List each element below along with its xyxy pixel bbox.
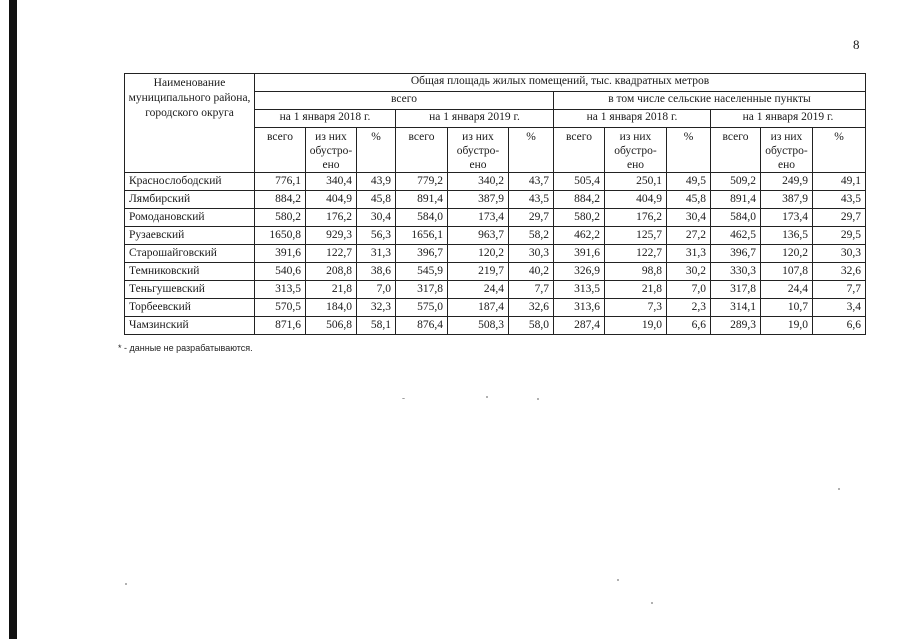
table-cell: 32,6	[813, 263, 866, 281]
col-header-total: всего	[396, 128, 448, 173]
table-cell: 30,4	[357, 209, 396, 227]
footnote: * - данные не разрабатываются.	[118, 343, 253, 353]
period-header-total-2018: на 1 января 2018 г.	[255, 110, 396, 128]
table-cell: 43,5	[813, 191, 866, 209]
table-cell: 387,9	[448, 191, 509, 209]
table-cell: 545,9	[396, 263, 448, 281]
table-cell: 30,3	[509, 245, 554, 263]
table-row	[125, 281, 866, 299]
scan-speck	[125, 583, 127, 585]
table-cell: 29,7	[509, 209, 554, 227]
table-row	[125, 263, 866, 281]
table-cell: 584,0	[711, 209, 761, 227]
table-cell: 505,4	[554, 173, 605, 191]
table-cell: 391,6	[554, 245, 605, 263]
table-cell: 340,4	[306, 173, 357, 191]
table-cell: 871,6	[255, 317, 306, 335]
table-cell: 122,7	[605, 245, 667, 263]
table-cell: 43,7	[509, 173, 554, 191]
table-cell: 21,8	[605, 281, 667, 299]
table-cell: 6,6	[667, 317, 711, 335]
district-name: Чамзинский	[125, 317, 255, 335]
table-cell: 1650,8	[255, 227, 306, 245]
table-cell: 125,7	[605, 227, 667, 245]
col-header-equipped: из них обустро-ено	[761, 128, 813, 173]
scan-speck	[402, 398, 405, 399]
col-header-percent: %	[667, 128, 711, 173]
table-cell: 963,7	[448, 227, 509, 245]
housing-area-table	[124, 73, 866, 335]
period-header-rural-2019: на 1 января 2019 г.	[711, 110, 866, 128]
table-row	[125, 173, 866, 191]
table-cell: 43,9	[357, 173, 396, 191]
table-row	[125, 299, 866, 317]
table-cell: 98,8	[605, 263, 667, 281]
table-cell: 184,0	[306, 299, 357, 317]
table-cell: 876,4	[396, 317, 448, 335]
table-row	[125, 317, 866, 335]
table-cell: 287,4	[554, 317, 605, 335]
table-cell: 30,3	[813, 245, 866, 263]
table-cell: 6,6	[813, 317, 866, 335]
scan-speck	[838, 488, 840, 490]
table-cell: 122,7	[306, 245, 357, 263]
table-cell: 40,2	[509, 263, 554, 281]
table-cell: 326,9	[554, 263, 605, 281]
main-header: Общая площадь жилых помещений, тыс. квадратных метров	[255, 74, 866, 92]
table-cell: 404,9	[605, 191, 667, 209]
table-cell: 779,2	[396, 173, 448, 191]
table-cell: 136,5	[761, 227, 813, 245]
table-cell: 580,2	[255, 209, 306, 227]
table-cell: 10,7	[761, 299, 813, 317]
table-cell: 24,4	[761, 281, 813, 299]
table-cell: 396,7	[396, 245, 448, 263]
table-cell: 29,5	[813, 227, 866, 245]
table-cell: 24,4	[448, 281, 509, 299]
table-cell: 929,3	[306, 227, 357, 245]
page-number: 8	[853, 37, 860, 52]
table-cell: 462,2	[554, 227, 605, 245]
table-cell: 7,0	[357, 281, 396, 299]
table-cell: 340,2	[448, 173, 509, 191]
table-cell: 120,2	[761, 245, 813, 263]
name-column-header: Наименование муниципального района, городского округа	[125, 74, 255, 173]
col-header-total: всего	[711, 128, 761, 173]
period-header-total-2019: на 1 января 2019 г.	[396, 110, 554, 128]
table-cell: 404,9	[306, 191, 357, 209]
group-header-rural: в том числе сельские населенные пункты	[554, 92, 866, 110]
table-cell: 891,4	[396, 191, 448, 209]
table-cell: 884,2	[554, 191, 605, 209]
table-cell: 19,0	[605, 317, 667, 335]
table-cell: 56,3	[357, 227, 396, 245]
table-cell: 173,4	[448, 209, 509, 227]
header-row-1	[125, 74, 866, 92]
table-cell: 7,0	[667, 281, 711, 299]
table-cell: 584,0	[396, 209, 448, 227]
col-header-equipped: из них обустро-ено	[306, 128, 357, 173]
scan-edge	[9, 0, 17, 639]
table-row	[125, 191, 866, 209]
table-cell: 462,5	[711, 227, 761, 245]
table-cell: 776,1	[255, 173, 306, 191]
table-cell: 7,7	[509, 281, 554, 299]
table-cell: 1656,1	[396, 227, 448, 245]
district-name: Лямбирский	[125, 191, 255, 209]
period-header-rural-2018: на 1 января 2018 г.	[554, 110, 711, 128]
group-header-total: всего	[255, 92, 554, 110]
table-cell: 313,6	[554, 299, 605, 317]
district-name: Торбеевский	[125, 299, 255, 317]
table-cell: 49,1	[813, 173, 866, 191]
table-cell: 891,4	[711, 191, 761, 209]
table-cell: 884,2	[255, 191, 306, 209]
table-cell: 313,5	[255, 281, 306, 299]
table-cell: 540,6	[255, 263, 306, 281]
table-cell: 289,3	[711, 317, 761, 335]
table-cell: 508,3	[448, 317, 509, 335]
table-cell: 575,0	[396, 299, 448, 317]
district-name: Ромодановский	[125, 209, 255, 227]
table-cell: 30,4	[667, 209, 711, 227]
col-header-percent: %	[509, 128, 554, 173]
table-cell: 176,2	[306, 209, 357, 227]
scan-speck	[486, 396, 488, 398]
col-header-total: всего	[255, 128, 306, 173]
table-cell: 58,0	[509, 317, 554, 335]
table-cell: 176,2	[605, 209, 667, 227]
table-cell: 120,2	[448, 245, 509, 263]
district-name: Рузаевский	[125, 227, 255, 245]
table-cell: 49,5	[667, 173, 711, 191]
table-row	[125, 245, 866, 263]
table-cell: 317,8	[711, 281, 761, 299]
table-cell: 330,3	[711, 263, 761, 281]
col-header-percent: %	[813, 128, 866, 173]
table-cell: 31,3	[667, 245, 711, 263]
table-cell: 38,6	[357, 263, 396, 281]
table-cell: 107,8	[761, 263, 813, 281]
scan-speck	[651, 602, 653, 604]
col-header-total: всего	[554, 128, 605, 173]
table-cell: 509,2	[711, 173, 761, 191]
table-cell: 7,3	[605, 299, 667, 317]
table-cell: 45,8	[357, 191, 396, 209]
table-cell: 570,5	[255, 299, 306, 317]
table-cell: 43,5	[509, 191, 554, 209]
table-cell: 187,4	[448, 299, 509, 317]
table-cell: 396,7	[711, 245, 761, 263]
table-cell: 3,4	[813, 299, 866, 317]
table-cell: 250,1	[605, 173, 667, 191]
table-cell: 29,7	[813, 209, 866, 227]
table-cell: 580,2	[554, 209, 605, 227]
col-header-equipped: из них обустро-ено	[605, 128, 667, 173]
table-cell: 32,6	[509, 299, 554, 317]
table-cell: 314,1	[711, 299, 761, 317]
table-cell: 32,3	[357, 299, 396, 317]
table-cell: 30,2	[667, 263, 711, 281]
table-cell: 208,8	[306, 263, 357, 281]
table-cell: 19,0	[761, 317, 813, 335]
table-cell: 21,8	[306, 281, 357, 299]
table-cell: 58,1	[357, 317, 396, 335]
table-cell: 45,8	[667, 191, 711, 209]
table-cell: 313,5	[554, 281, 605, 299]
table-cell: 317,8	[396, 281, 448, 299]
table-cell: 506,8	[306, 317, 357, 335]
district-name: Старошайговский	[125, 245, 255, 263]
table-cell: 2,3	[667, 299, 711, 317]
scan-speck	[617, 579, 619, 581]
col-header-percent: %	[357, 128, 396, 173]
table-cell: 391,6	[255, 245, 306, 263]
table-row	[125, 227, 866, 245]
table-cell: 387,9	[761, 191, 813, 209]
scan-speck	[537, 398, 539, 400]
district-name: Теньгушевский	[125, 281, 255, 299]
table-row	[125, 209, 866, 227]
table-cell: 58,2	[509, 227, 554, 245]
table-cell: 219,7	[448, 263, 509, 281]
district-name: Краснослободский	[125, 173, 255, 191]
table-cell: 249,9	[761, 173, 813, 191]
col-header-equipped: из них обустро-ено	[448, 128, 509, 173]
table-cell: 27,2	[667, 227, 711, 245]
district-name: Темниковский	[125, 263, 255, 281]
table-cell: 173,4	[761, 209, 813, 227]
table-cell: 7,7	[813, 281, 866, 299]
table-cell: 31,3	[357, 245, 396, 263]
